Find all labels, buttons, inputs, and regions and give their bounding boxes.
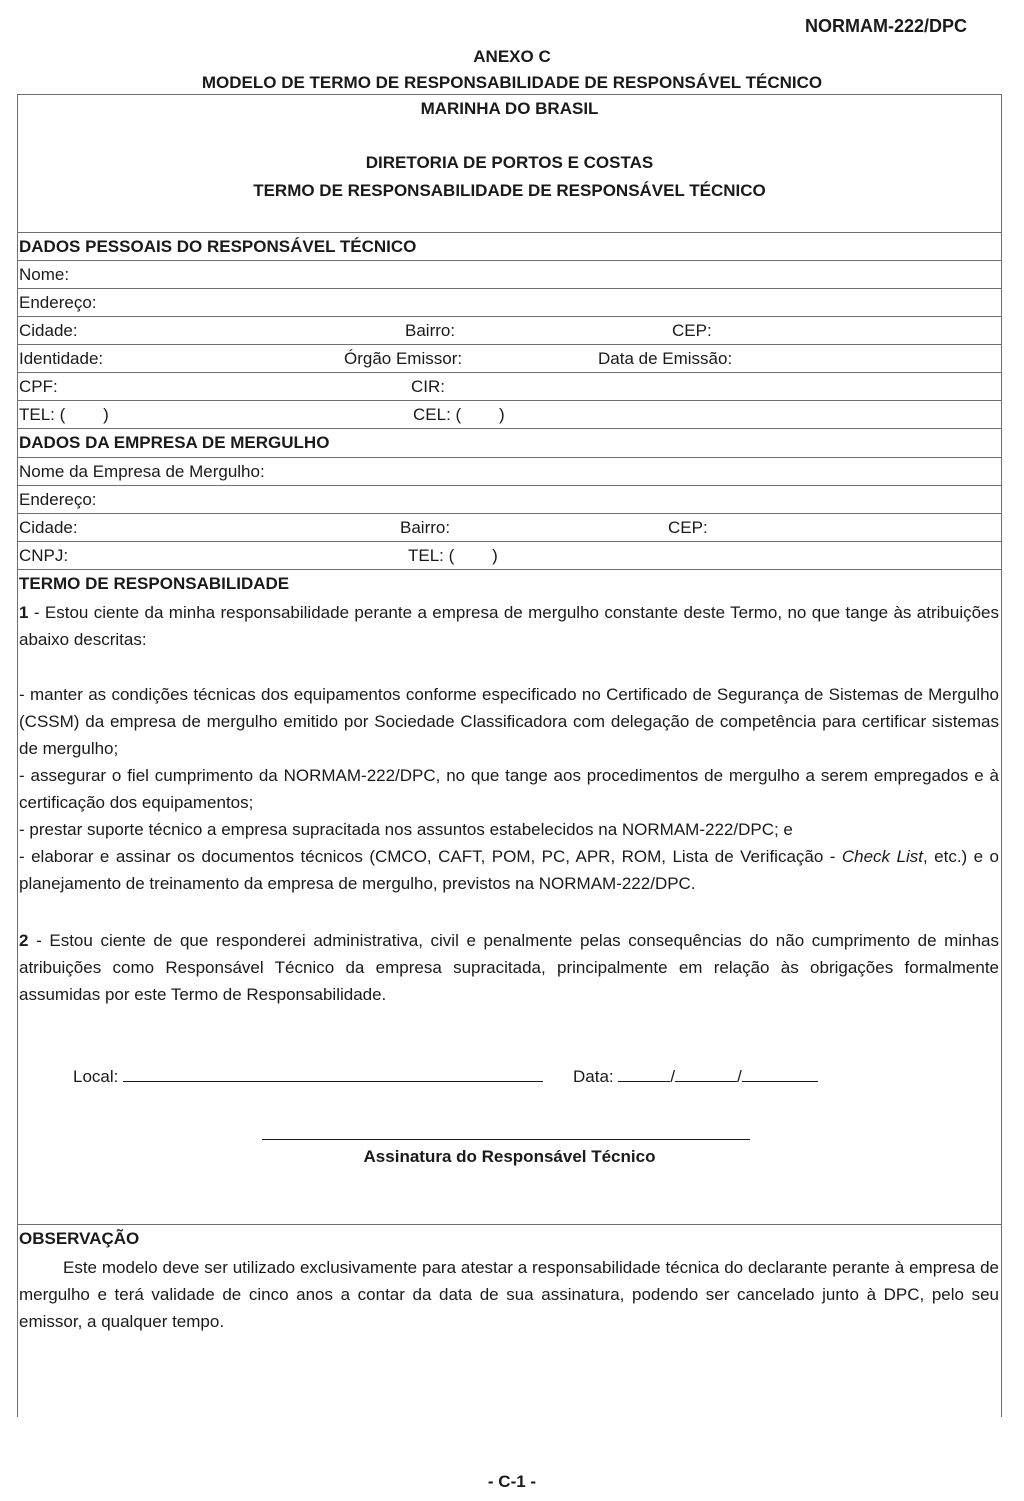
org-navy: MARINHA DO BRASIL: [420, 99, 599, 118]
terms-item-2: [19, 927, 999, 1008]
date-year-blank[interactable]: [742, 1065, 818, 1082]
field-identidade[interactable]: Identidade:: [19, 349, 104, 368]
field-cpf[interactable]: CPF:: [19, 377, 58, 396]
divider: [18, 1224, 1001, 1225]
date-separator: /: [670, 1067, 676, 1086]
field-data-emissao[interactable]: Data de Emissão:: [598, 349, 733, 368]
signature-caption: Assinatura do Responsável Técnico: [363, 1147, 656, 1166]
item-number: 2: [19, 931, 29, 950]
field-endereco[interactable]: Endereço:: [19, 293, 97, 312]
item-text: - Estou ciente da minha responsabilidade perante a empresa de mergulho constante deste Termo, no que tange às atribuições abaixo descritas:: [19, 603, 999, 649]
divider: [18, 428, 1001, 429]
date-month-blank[interactable]: [675, 1065, 737, 1082]
field-orgao-emissor[interactable]: Órgão Emissor:: [344, 349, 463, 368]
observation-text: Este modelo deve ser utilizado exclusivamente para atestar a responsabilidade técnica do declarante perante à empresa de mergulho e terá validade de cinco anos a contar da data de sua assinatura, podendo ser cancelado junto à DPC, pelo seu emissor, a qualquer tempo.: [19, 1258, 999, 1331]
field-nome[interactable]: Nome:: [19, 265, 70, 284]
terms-item-1: [19, 599, 999, 653]
signature-line[interactable]: [262, 1139, 750, 1140]
org-directorate: DIRETORIA DE PORTOS E COSTAS: [365, 153, 654, 172]
field-cep[interactable]: CEP:: [672, 321, 712, 340]
field-empresa-nome[interactable]: Nome da Empresa de Mergulho:: [19, 462, 265, 481]
field-cidade[interactable]: Cidade:: [19, 321, 78, 340]
divider: [18, 569, 1001, 570]
date-day-blank[interactable]: [618, 1065, 670, 1082]
section-heading-terms: TERMO DE RESPONSABILIDADE: [19, 574, 290, 593]
field-bairro[interactable]: Bairro:: [405, 321, 456, 340]
divider: [18, 232, 1001, 233]
divider: [18, 316, 1001, 317]
divider: [18, 541, 1001, 542]
section-heading-personal: DADOS PESSOAIS DO RESPONSÁVEL TÉCNICO: [19, 237, 417, 256]
form-title: TERMO DE RESPONSABILIDADE DE RESPONSÁVEL TÉCNICO: [253, 181, 766, 200]
page-number: - C-1 -: [487, 1472, 537, 1491]
date-line: [573, 1065, 818, 1088]
field-empresa-tel[interactable]: TEL: ( ): [408, 546, 498, 565]
field-empresa-cep[interactable]: CEP:: [668, 518, 708, 537]
bullet-text: - elaborar e assinar os documentos técnicos (CMCO, CAFT, POM, PC, APR, ROM, Lista de Verificação -: [19, 847, 842, 866]
bullet-italic-text: Check List: [841, 847, 923, 866]
divider: [18, 485, 1001, 486]
divider: [18, 260, 1001, 261]
field-empresa-endereco[interactable]: Endereço:: [19, 490, 97, 509]
date-label: Data:: [573, 1067, 614, 1086]
divider: [18, 513, 1001, 514]
divider: [18, 344, 1001, 345]
field-cnpj[interactable]: CNPJ:: [19, 546, 69, 565]
document-code: NORMAM-222/DPC: [804, 16, 967, 36]
terms-bullets: [19, 681, 999, 897]
item-number: 1: [19, 603, 29, 622]
bullet-text: , etc.) e o planejamento de treinamento da empresa de mergulho, previstos na NORMAM-222/DPC.: [19, 847, 999, 893]
divider: [18, 400, 1001, 401]
divider: [18, 372, 1001, 373]
bullet-item: - assegurar o fiel cumprimento da NORMAM-222/DPC, no que tange aos procedimentos de mergulho a serem empregados e à certificação dos equipamentos;: [19, 766, 999, 812]
section-heading-company: DADOS DA EMPRESA DE MERGULHO: [19, 433, 330, 452]
divider: [18, 288, 1001, 289]
bullet-item: - manter as condições técnicas dos equipamentos conforme especificado no Certificado de Segurança de Sistemas de Mergulho (CSSM) da empresa de mergulho emitido por Sociedade Classificadora com delegação de competência para certificar sistemas de mergulho;: [19, 685, 999, 758]
bullet-item: [19, 843, 999, 897]
local-blank[interactable]: [123, 1065, 543, 1082]
annex-heading: [0, 44, 1024, 96]
divider: [18, 457, 1001, 458]
date-separator: /: [737, 1067, 742, 1086]
field-empresa-cidade[interactable]: Cidade:: [19, 518, 78, 537]
bullet-item: - prestar suporte técnico a empresa supracitada nos assuntos estabelecidos na NORMAM-222/DPC; e: [19, 820, 793, 839]
field-cel[interactable]: CEL: ( ): [413, 405, 505, 424]
local-line: [73, 1065, 543, 1088]
form-frame: [17, 94, 1002, 1417]
field-empresa-bairro[interactable]: Bairro:: [400, 518, 451, 537]
field-tel[interactable]: TEL: ( ): [19, 405, 109, 424]
field-cir[interactable]: CIR:: [411, 377, 445, 396]
model-title: MODELO DE TERMO DE RESPONSABILIDADE DE RESPONSÁVEL TÉCNICO: [201, 73, 823, 92]
local-label: Local:: [73, 1067, 119, 1086]
annex-label: ANEXO C: [473, 47, 551, 66]
item-text: - Estou ciente de que responderei administrativa, civil e penalmente pelas consequências do não cumprimento de minhas atribuições como Responsável Técnico da empresa supracitada, principalmente em relação às obrigações formalmente assumidas por este Termo de Responsabilidade.: [19, 931, 999, 1004]
section-heading-observation: OBSERVAÇÃO: [19, 1229, 140, 1248]
